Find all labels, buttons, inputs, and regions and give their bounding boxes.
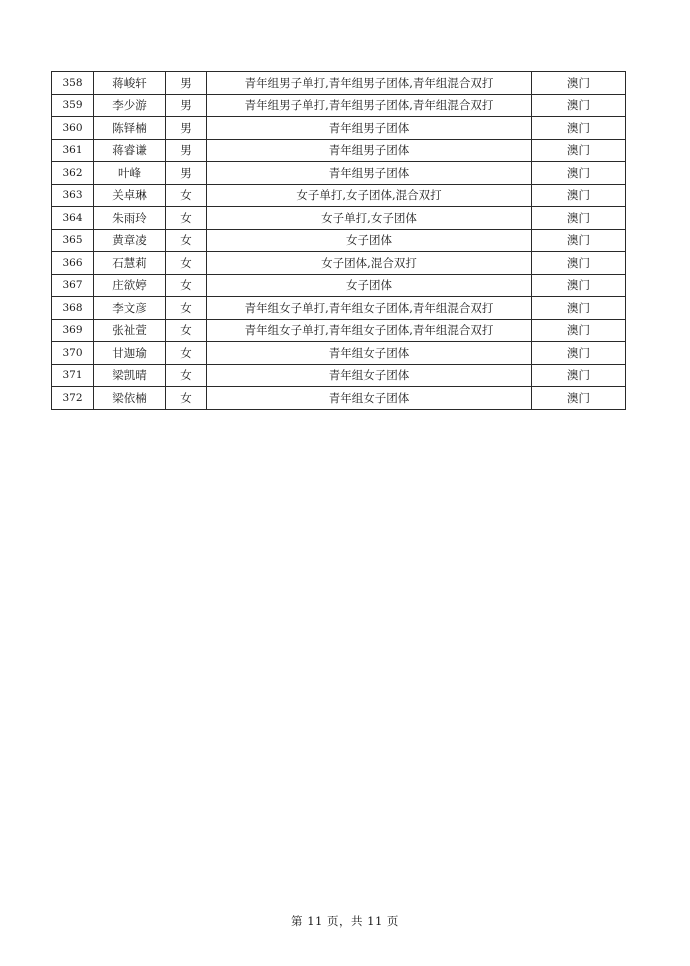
cell-number: 366 bbox=[52, 252, 94, 275]
cell-player-name: 甘迦瑜 bbox=[94, 342, 166, 365]
cell-gender: 女 bbox=[166, 252, 207, 275]
cell-number: 363 bbox=[52, 184, 94, 207]
cell-region: 澳门 bbox=[532, 139, 626, 162]
table-row bbox=[52, 72, 626, 95]
cell-region: 澳门 bbox=[532, 342, 626, 365]
cell-region: 澳门 bbox=[532, 297, 626, 320]
cell-number: 359 bbox=[52, 94, 94, 117]
cell-number: 368 bbox=[52, 297, 94, 320]
cell-number: 371 bbox=[52, 364, 94, 387]
cell-events: 青年组女子团体 bbox=[207, 387, 532, 410]
cell-gender: 女 bbox=[166, 342, 207, 365]
cell-player-name: 张祉萱 bbox=[94, 319, 166, 342]
table-row bbox=[52, 117, 626, 140]
cell-number: 370 bbox=[52, 342, 94, 365]
cell-gender: 女 bbox=[166, 274, 207, 297]
cell-player-name: 蒋睿谦 bbox=[94, 139, 166, 162]
cell-region: 澳门 bbox=[532, 274, 626, 297]
cell-number: 362 bbox=[52, 162, 94, 185]
roster-body bbox=[52, 72, 626, 410]
page-number: 第 11 页，共 11 页 bbox=[291, 914, 399, 928]
cell-events: 青年组女子单打,青年组女子团体,青年组混合双打 bbox=[207, 319, 532, 342]
table-row bbox=[52, 342, 626, 365]
table-row bbox=[52, 274, 626, 297]
cell-number: 369 bbox=[52, 319, 94, 342]
cell-player-name: 梁凯晴 bbox=[94, 364, 166, 387]
cell-gender: 女 bbox=[166, 364, 207, 387]
cell-gender: 女 bbox=[166, 207, 207, 230]
player-roster-table bbox=[51, 71, 626, 410]
table-row bbox=[52, 319, 626, 342]
cell-region: 澳门 bbox=[532, 94, 626, 117]
cell-events: 青年组女子团体 bbox=[207, 342, 532, 365]
table-row bbox=[52, 252, 626, 275]
cell-player-name: 叶峰 bbox=[94, 162, 166, 185]
cell-player-name: 蒋峻轩 bbox=[94, 72, 166, 95]
cell-gender: 女 bbox=[166, 184, 207, 207]
cell-player-name: 石慧莉 bbox=[94, 252, 166, 275]
cell-events: 女子团体 bbox=[207, 274, 532, 297]
cell-number: 372 bbox=[52, 387, 94, 410]
cell-number: 358 bbox=[52, 72, 94, 95]
cell-player-name: 李少游 bbox=[94, 94, 166, 117]
cell-player-name: 关卓琳 bbox=[94, 184, 166, 207]
cell-number: 365 bbox=[52, 229, 94, 252]
cell-gender: 男 bbox=[166, 139, 207, 162]
cell-region: 澳门 bbox=[532, 117, 626, 140]
cell-player-name: 庄欲婷 bbox=[94, 274, 166, 297]
cell-events: 青年组男子单打,青年组男子团体,青年组混合双打 bbox=[207, 94, 532, 117]
cell-gender: 男 bbox=[166, 117, 207, 140]
cell-events: 青年组男子团体 bbox=[207, 162, 532, 185]
table-row bbox=[52, 184, 626, 207]
table-row bbox=[52, 229, 626, 252]
cell-player-name: 朱雨玲 bbox=[94, 207, 166, 230]
table-row bbox=[52, 364, 626, 387]
cell-events: 女子单打,女子团体 bbox=[207, 207, 532, 230]
cell-region: 澳门 bbox=[532, 229, 626, 252]
cell-events: 青年组女子单打,青年组女子团体,青年组混合双打 bbox=[207, 297, 532, 320]
table-row bbox=[52, 94, 626, 117]
cell-number: 364 bbox=[52, 207, 94, 230]
cell-events: 女子单打,女子团体,混合双打 bbox=[207, 184, 532, 207]
cell-events: 青年组男子单打,青年组男子团体,青年组混合双打 bbox=[207, 72, 532, 95]
cell-events: 女子团体 bbox=[207, 229, 532, 252]
cell-number: 361 bbox=[52, 139, 94, 162]
table-row bbox=[52, 297, 626, 320]
cell-events: 青年组男子团体 bbox=[207, 117, 532, 140]
table-row bbox=[52, 207, 626, 230]
cell-events: 青年组女子团体 bbox=[207, 364, 532, 387]
table-row bbox=[52, 162, 626, 185]
cell-gender: 男 bbox=[166, 72, 207, 95]
cell-gender: 女 bbox=[166, 297, 207, 320]
cell-region: 澳门 bbox=[532, 184, 626, 207]
cell-number: 360 bbox=[52, 117, 94, 140]
cell-events: 青年组男子团体 bbox=[207, 139, 532, 162]
cell-gender: 女 bbox=[166, 319, 207, 342]
cell-region: 澳门 bbox=[532, 72, 626, 95]
cell-player-name: 梁依楠 bbox=[94, 387, 166, 410]
cell-region: 澳门 bbox=[532, 162, 626, 185]
cell-region: 澳门 bbox=[532, 252, 626, 275]
cell-player-name: 李文彦 bbox=[94, 297, 166, 320]
cell-player-name: 黄章凌 bbox=[94, 229, 166, 252]
cell-gender: 男 bbox=[166, 94, 207, 117]
cell-region: 澳门 bbox=[532, 364, 626, 387]
cell-events: 女子团体,混合双打 bbox=[207, 252, 532, 275]
cell-number: 367 bbox=[52, 274, 94, 297]
table-row bbox=[52, 387, 626, 410]
cell-player-name: 陈铎楠 bbox=[94, 117, 166, 140]
cell-region: 澳门 bbox=[532, 319, 626, 342]
cell-gender: 女 bbox=[166, 229, 207, 252]
table-row bbox=[52, 139, 626, 162]
cell-gender: 男 bbox=[166, 162, 207, 185]
cell-region: 澳门 bbox=[532, 387, 626, 410]
cell-gender: 女 bbox=[166, 387, 207, 410]
cell-region: 澳门 bbox=[532, 207, 626, 230]
